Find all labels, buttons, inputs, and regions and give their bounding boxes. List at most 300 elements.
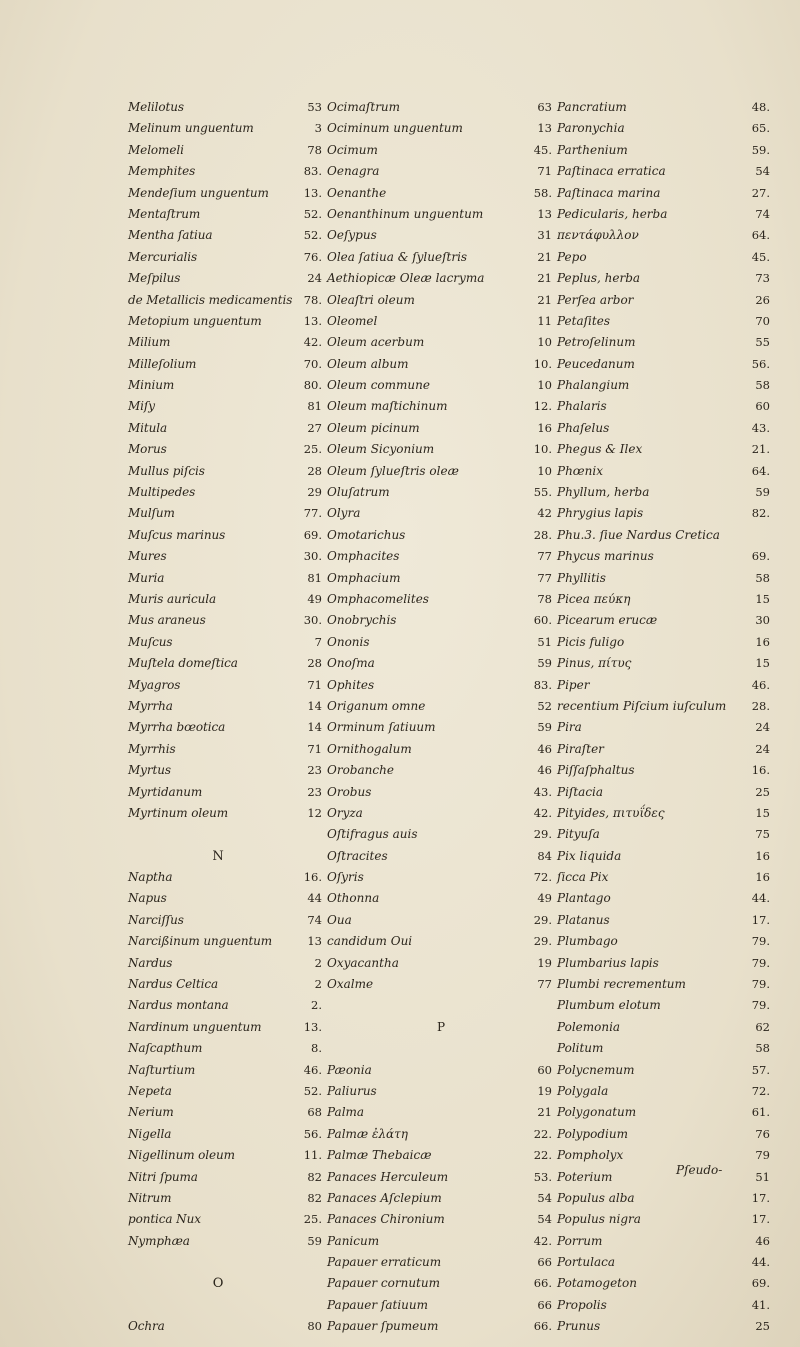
entry-term: Muſtela domeſtica (128, 656, 238, 671)
entry-term: Nigellinum oleum (128, 1148, 235, 1163)
index-entry (300, 1273, 525, 1294)
index-entry (300, 953, 525, 974)
page-number-right: 55 (755, 335, 770, 350)
index-entry (530, 1209, 770, 1230)
page-number-right: 58 (755, 378, 770, 393)
page-number-right: 62 (755, 1019, 770, 1034)
page-number: 29 (307, 485, 322, 500)
index-entry (300, 1124, 525, 1145)
entry-term: recentium Piſcium iuſculum (557, 698, 727, 713)
page-number: 54 (537, 1212, 552, 1227)
entry-term: Polycnemum (557, 1062, 635, 1077)
page-number: 45. (533, 142, 552, 157)
page-number: 30. (303, 549, 322, 564)
entry-term: Parthenium (557, 142, 628, 157)
page-number: 51 (537, 634, 552, 649)
entry-term: Naptha (128, 870, 173, 885)
catchword: Pſeudo- (676, 1163, 723, 1177)
index-entry (300, 931, 525, 952)
entry-term: Nardus Celtica (128, 977, 219, 992)
index-entry (128, 97, 308, 118)
index-entry (128, 140, 308, 161)
entry-term: Oxalme (327, 977, 374, 992)
index-entry (530, 782, 770, 803)
entry-term: Oleaſtri oleum (327, 292, 415, 307)
entry-term: Picea πεύκη (557, 591, 631, 606)
page-number-right: 28. (751, 698, 770, 713)
page-number: 12. (533, 399, 552, 414)
entry-term: Pancratium (557, 100, 627, 114)
entry-term: Propolis (557, 1297, 607, 1312)
index-entry (128, 995, 308, 1016)
index-entry (300, 290, 525, 311)
page-number-right: 43. (751, 420, 770, 435)
entry-term: Platanus (557, 912, 610, 927)
entry-term: Ocimum (327, 142, 378, 157)
page-number: 31 (537, 228, 552, 243)
entry-term: Miſy (128, 399, 155, 414)
entry-term: Phalangium (557, 378, 630, 393)
index-entry (128, 589, 308, 610)
index-entry (530, 161, 770, 182)
index-entry (128, 396, 308, 417)
page-number: 78. (303, 292, 322, 307)
entry-term: Oleum picinum (327, 420, 420, 435)
index-entry (530, 803, 770, 824)
section-letter (128, 1273, 308, 1294)
index-entry (300, 418, 525, 439)
page-number-right: 24 (755, 741, 770, 756)
entry-term: candidum Oui (327, 934, 413, 949)
page-number-right: 17. (751, 1212, 770, 1227)
entry-term: Mendeſium unguentum (128, 185, 269, 200)
index-entry (530, 1295, 770, 1316)
index-entry (530, 589, 770, 610)
page-number: 82 (307, 1169, 322, 1184)
page-number: 27 (307, 420, 322, 435)
page-number-right: 72. (751, 1083, 770, 1098)
index-entry (128, 653, 308, 674)
entry-term: Nitrum (128, 1190, 172, 1205)
index-entry (530, 1167, 770, 1188)
page-number-right: 15 (755, 805, 770, 820)
page-number: 10 (537, 463, 552, 478)
page-number: 42 (537, 506, 552, 521)
entry-term: Myrrha (128, 698, 173, 713)
entry-term: Phycus marinus (557, 549, 654, 564)
page-number: 53. (533, 1169, 552, 1184)
index-entry (128, 782, 308, 803)
index-entry (128, 161, 308, 182)
page-number-right: 30 (755, 613, 770, 628)
index-entry (300, 225, 525, 246)
page-number-right: 46 (755, 1233, 770, 1248)
index-entry (128, 290, 308, 311)
page-number: 77 (537, 977, 552, 992)
index-entry (128, 953, 308, 974)
entry-term: Porrum (557, 1233, 603, 1248)
entry-term: Politum (557, 1041, 604, 1056)
entry-term: Panaces Aſclepium (327, 1190, 442, 1205)
index-entry (300, 1060, 525, 1081)
index-entry (530, 97, 770, 118)
entry-term: Pepo (557, 249, 587, 264)
entry-term: Peucedanum (557, 356, 635, 371)
page-number-right: 69. (751, 549, 770, 564)
entry-term: Prunus (557, 1319, 601, 1334)
index-entry (530, 1017, 770, 1038)
page-number-right: 44. (751, 1255, 770, 1270)
page-number: 7 (314, 634, 322, 649)
page-number-right: 54 (755, 164, 770, 179)
index-entry (530, 739, 770, 760)
index-entry (128, 931, 308, 952)
index-entry (128, 1124, 308, 1145)
entry-term: Papauer ſpumeum (327, 1319, 439, 1334)
index-entry (530, 525, 770, 546)
index-entry (128, 503, 308, 524)
page-number: 71 (537, 164, 552, 179)
entry-term: Paſtinaca marina (557, 185, 661, 200)
page-number: 10. (533, 442, 552, 457)
page-number: 2. (311, 998, 322, 1013)
page-number: 54 (537, 1190, 552, 1205)
entry-term: Oleum acerbum (327, 335, 425, 350)
entry-term: Piſtacia (557, 784, 604, 799)
index-column-1 (128, 97, 308, 1338)
entry-term: Panicum (327, 1233, 380, 1248)
entry-term: Oenagra (327, 164, 380, 179)
page-number: 46 (537, 741, 552, 756)
index-entry (530, 204, 770, 225)
entry-term: Ocimaſtrum (327, 100, 401, 114)
page-number-right: 17. (751, 1190, 770, 1205)
entry-term: Memphites (128, 164, 196, 179)
page-number: 13. (303, 313, 322, 328)
page-number: 13 (537, 121, 552, 136)
entry-term: Nymphæa (128, 1233, 190, 1248)
index-entry (128, 610, 308, 631)
entry-term: Pira (557, 720, 582, 735)
page-number: 84 (537, 848, 552, 863)
page-number: 81 (307, 570, 322, 585)
entry-term: Melomeli (128, 142, 184, 157)
entry-term: Omphacium (327, 570, 401, 585)
page-number: 68 (307, 1105, 322, 1120)
entry-term: Oleum Sicyonium (327, 442, 435, 457)
index-entry (300, 1081, 525, 1102)
index-entry (128, 311, 308, 332)
page-number-right: 73 (755, 271, 770, 286)
index-entry (128, 418, 308, 439)
page-number: 66. (533, 1276, 552, 1291)
index-entry (300, 140, 525, 161)
page-number: 70. (303, 356, 322, 371)
entry-term: Mitula (128, 420, 168, 435)
entry-term: Orminum ſatiuum (327, 720, 436, 735)
page-number: 78 (307, 142, 322, 157)
entry-term: Omphacomelites (327, 591, 429, 606)
page-number: 21 (537, 271, 552, 286)
entry-term: Phalaris (557, 399, 607, 414)
index-entry (300, 482, 525, 503)
index-entry (300, 1017, 525, 1038)
entry-term: Polygonatum (557, 1105, 637, 1120)
index-entry (128, 1017, 308, 1038)
index-entry (300, 888, 525, 909)
page-number: 14 (307, 720, 322, 735)
index-entry (128, 1102, 308, 1123)
index-entry (128, 675, 308, 696)
index-entry (300, 1038, 525, 1059)
entry-term: Polygala (557, 1083, 609, 1098)
entry-term: Papauer erraticum (327, 1255, 442, 1270)
index-entry (300, 824, 525, 845)
index-entry (530, 1081, 770, 1102)
page-number: 77 (537, 570, 552, 585)
entry-term: Meſpilus (128, 271, 181, 286)
page-number-right: 79. (751, 977, 770, 992)
entry-term: Milleſolium (128, 356, 197, 371)
entry-term: pontica Nux (128, 1212, 201, 1227)
entry-term: Nitri ſpuma (128, 1169, 198, 1184)
index-entry (128, 482, 308, 503)
entry-term: Picis fuligo (557, 634, 625, 649)
entry-term: Mus araneus (128, 613, 206, 628)
entry-term: Nardus montana (128, 998, 229, 1013)
index-entry (530, 846, 770, 867)
entry-term: Panaces Chironium (327, 1212, 445, 1227)
entry-term: Petaſites (557, 313, 610, 328)
index-entry (300, 247, 525, 268)
page-number: 77 (537, 549, 552, 564)
entry-term: Mercurialis (128, 249, 198, 264)
entry-term: Ophites (327, 677, 375, 692)
entry-term: Plumbi recrementum (557, 977, 686, 992)
index-entry (530, 867, 770, 888)
page-number-right: 21. (751, 442, 770, 457)
page-number: 59 (537, 656, 552, 671)
entry-term: Panaces Herculeum (327, 1169, 449, 1184)
index-entry (530, 1124, 770, 1145)
page-number: 10. (533, 356, 552, 371)
page-number: 56. (303, 1126, 322, 1141)
index-entry (530, 696, 770, 717)
page-number: 42. (303, 335, 322, 350)
entry-term: Onoſma (327, 656, 375, 671)
entry-term: Ononis (327, 634, 370, 649)
index-entry (300, 632, 525, 653)
entry-term: Phyllitis (557, 570, 606, 585)
page-number: 52. (303, 1083, 322, 1098)
index-entry (300, 846, 525, 867)
index-entry (530, 140, 770, 161)
page-number: 83. (303, 164, 322, 179)
page-number: 49 (307, 591, 322, 606)
entry-term: Nepeta (128, 1083, 172, 1098)
index-entry (128, 525, 308, 546)
index-entry (128, 803, 308, 824)
page-number: 60 (537, 1062, 552, 1077)
page-number: 82 (307, 1190, 322, 1205)
index-entry (300, 311, 525, 332)
index-entry (530, 1145, 770, 1166)
page-number: 28 (307, 656, 322, 671)
page-number: 28 (307, 463, 322, 478)
page-number: 16. (303, 870, 322, 885)
entry-term: Naſcapthum (128, 1041, 203, 1056)
entry-term: Phœnix (557, 463, 604, 478)
entry-term: Polypodium (557, 1126, 628, 1141)
page-number: 43. (533, 784, 552, 799)
index-entry (530, 118, 770, 139)
index-entry (530, 546, 770, 567)
index-entry (300, 589, 525, 610)
index-entry (300, 439, 525, 460)
index-entry (300, 375, 525, 396)
index-entry (300, 503, 525, 524)
index-entry (300, 461, 525, 482)
index-entry (530, 1038, 770, 1059)
page-number: 46. (303, 1062, 322, 1077)
page-number-right: 25 (755, 1319, 770, 1334)
page-number-right: 65. (751, 121, 770, 136)
entry-term: Myrrhis (128, 741, 176, 756)
index-entry (530, 290, 770, 311)
index-entry (300, 1188, 525, 1209)
entry-term: Pinus, πίτυς (557, 656, 632, 671)
page-number: 13 (537, 206, 552, 221)
page-number: 66. (533, 1319, 552, 1334)
index-entry (300, 1209, 525, 1230)
index-entry (300, 974, 525, 995)
entry-term: Oſtifragus auis (327, 827, 418, 842)
index-entry (530, 1316, 770, 1337)
page-number: 30. (303, 613, 322, 628)
entry-term: Multipedes (128, 485, 196, 500)
entry-term: Portulaca (557, 1255, 615, 1270)
page-number-right: 17. (751, 912, 770, 927)
page-number-right: 15 (755, 656, 770, 671)
entry-term: Picearum erucæ (557, 613, 658, 628)
index-entry (530, 375, 770, 396)
index-entry (300, 1102, 525, 1123)
entry-term: Muris auricula (128, 591, 217, 606)
entry-term: Mullus piſcis (128, 463, 205, 478)
index-entry (530, 183, 770, 204)
entry-term: Palma (327, 1105, 365, 1120)
page-number: 25. (303, 442, 322, 457)
index-entry (128, 824, 308, 845)
page-number: 71 (307, 741, 322, 756)
entry-term: Narcißinum unguentum (128, 934, 273, 949)
entry-term: Pix liquida (557, 848, 622, 863)
page-number: 2 (314, 955, 322, 970)
page-number-right: 58 (755, 570, 770, 585)
entry-term: Paſtinaca erratica (557, 164, 666, 179)
page-number: 22. (533, 1148, 552, 1163)
entry-term: ſicca Pix (557, 870, 609, 885)
page-number-right: 58 (755, 1041, 770, 1056)
page-number: 52 (537, 698, 552, 713)
entry-term: Melilotus (128, 100, 184, 114)
entry-term: Mentaſtrum (128, 206, 201, 221)
page-number: 77. (303, 506, 322, 521)
index-entry (530, 675, 770, 696)
index-entry (128, 1081, 308, 1102)
index-entry (530, 1060, 770, 1081)
page-number-right: 27. (751, 185, 770, 200)
page-number: 74 (307, 912, 322, 927)
entry-term: Pityides, πιτυΐδες (557, 805, 665, 820)
index-entry (128, 739, 308, 760)
index-entry (128, 375, 308, 396)
page-number: 49 (537, 891, 552, 906)
page-number: 3 (314, 121, 322, 136)
entry-term: Papauer cornutum (327, 1276, 440, 1291)
index-entry (530, 632, 770, 653)
entry-term: Minium (128, 378, 175, 393)
entry-term: Piſſaſphaltus (557, 763, 635, 778)
page-number: 55. (533, 485, 552, 500)
entry-term: Morus (128, 442, 167, 457)
index-entry (128, 568, 308, 589)
entry-term: πεντάφυλλον (557, 228, 639, 243)
index-entry (128, 1231, 308, 1252)
index-entry (128, 1145, 308, 1166)
page-number-right: 82. (751, 506, 770, 521)
index-entry (128, 354, 308, 375)
entry-term: Oleum ſylueſtris oleæ (327, 463, 459, 478)
page-number: 14 (307, 698, 322, 713)
page-number-right: 79. (751, 998, 770, 1013)
entry-term: Omphacites (327, 549, 400, 564)
entry-term: Oenanthe (327, 185, 387, 200)
index-entry (530, 888, 770, 909)
entry-term: Olyra (327, 506, 361, 521)
index-column-3 (530, 97, 770, 1338)
entry-term: Papauer ſatiuum (327, 1297, 428, 1312)
entry-term: Paliurus (327, 1083, 377, 1098)
index-entry (128, 247, 308, 268)
entry-term: Orobus (327, 784, 372, 799)
entry-term: Narciſſus (128, 912, 184, 927)
index-entry (300, 183, 525, 204)
entry-term: Naſturtium (128, 1062, 196, 1077)
index-entry (530, 1188, 770, 1209)
entry-term: Oxyacantha (327, 955, 399, 970)
index-entry (530, 461, 770, 482)
entry-term: Myrtinum oleum (128, 805, 228, 820)
page-number-right: 69. (751, 1276, 770, 1291)
page-number: 81 (307, 399, 322, 414)
page-number: 10 (537, 378, 552, 393)
page-number-right: 64. (751, 463, 770, 478)
index-entry (530, 1252, 770, 1273)
index-entry (530, 396, 770, 417)
index-entry (530, 1102, 770, 1123)
page-number: 80 (307, 1319, 322, 1334)
page-number: 69. (303, 527, 322, 542)
index-entry (300, 675, 525, 696)
page-number: 10 (537, 335, 552, 350)
page-number-right: 16 (755, 870, 770, 885)
index-entry (128, 439, 308, 460)
page-number: 78 (537, 591, 552, 606)
index-entry (128, 118, 308, 139)
entry-term: Piraſter (557, 741, 604, 756)
page-number-right: 56. (751, 356, 770, 371)
